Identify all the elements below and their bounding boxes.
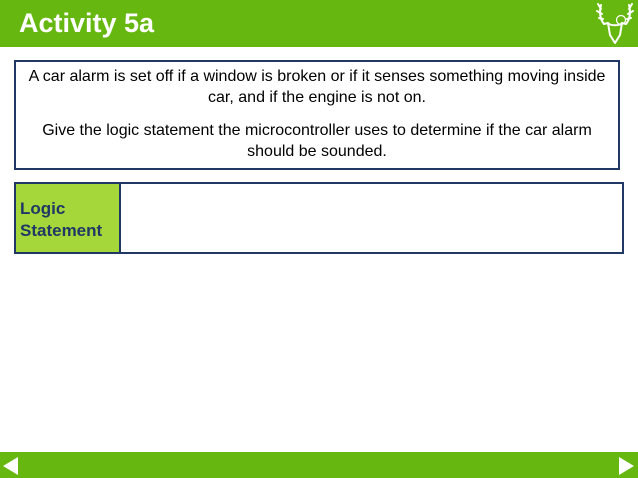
- triangle-left-icon[interactable]: [1, 456, 19, 476]
- deer-antlers-logo-icon: [595, 2, 635, 45]
- logic-statement-label: Logic Statement: [16, 184, 121, 252]
- question-box: [14, 60, 620, 170]
- triangle-right-icon[interactable]: [618, 456, 636, 476]
- page-title: Activity 5a: [19, 8, 155, 38]
- logic-statement-answer-field[interactable]: [121, 184, 622, 252]
- header-bar: [0, 0, 638, 47]
- answer-table: [14, 182, 624, 254]
- footer-bar: [0, 452, 638, 478]
- question-scenario-text: A car alarm is set off if a window is broken or if it senses something moving inside car, and if the engine is not on.: [28, 68, 606, 106]
- question-instruction-text: Give the logic statement the microcontroller uses to determine if the car alarm should be sounded.: [42, 122, 592, 160]
